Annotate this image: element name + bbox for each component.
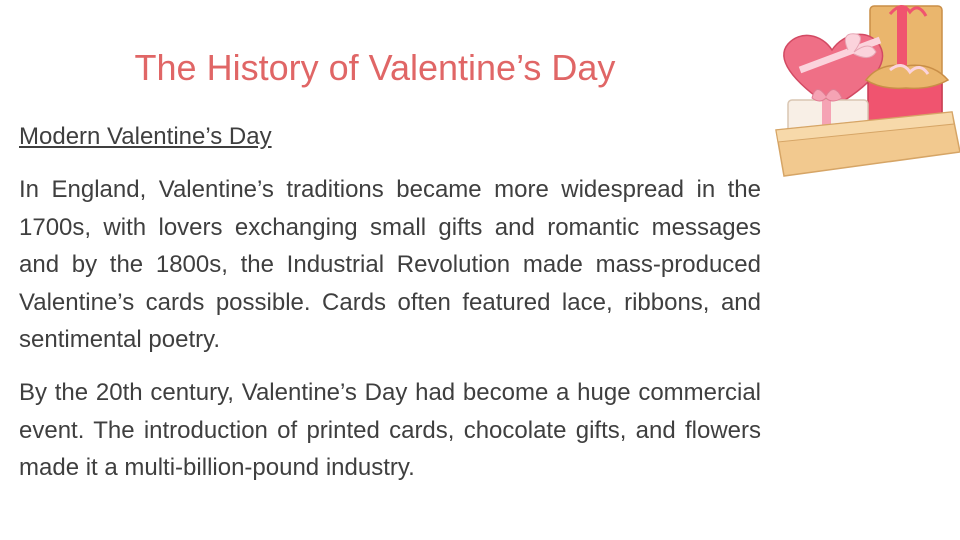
section-subheading: Modern Valentine’s Day [19,123,272,150]
slide-title: The History of Valentine’s Day [134,47,616,88]
valentine-gift-box-illustration [770,0,960,180]
paragraph-2: By the 20th century, Valentine’s Day had become a huge commercial event. The introduction of printed cards, chocolate gifts, and flowers made it a multi-billion-pound industry. [19,379,761,481]
gift-box-icon [770,0,960,180]
paragraph-1: In England, Valentine’s traditions became more widespread in the 1700s, with lovers exchanging small gifts and romantic messages and by the 1800s, the Industrial Revolution made mass-produced Valentine’s cards possible. Cards often featured lace, ribbons, and sentimental poetry. [19,176,761,353]
